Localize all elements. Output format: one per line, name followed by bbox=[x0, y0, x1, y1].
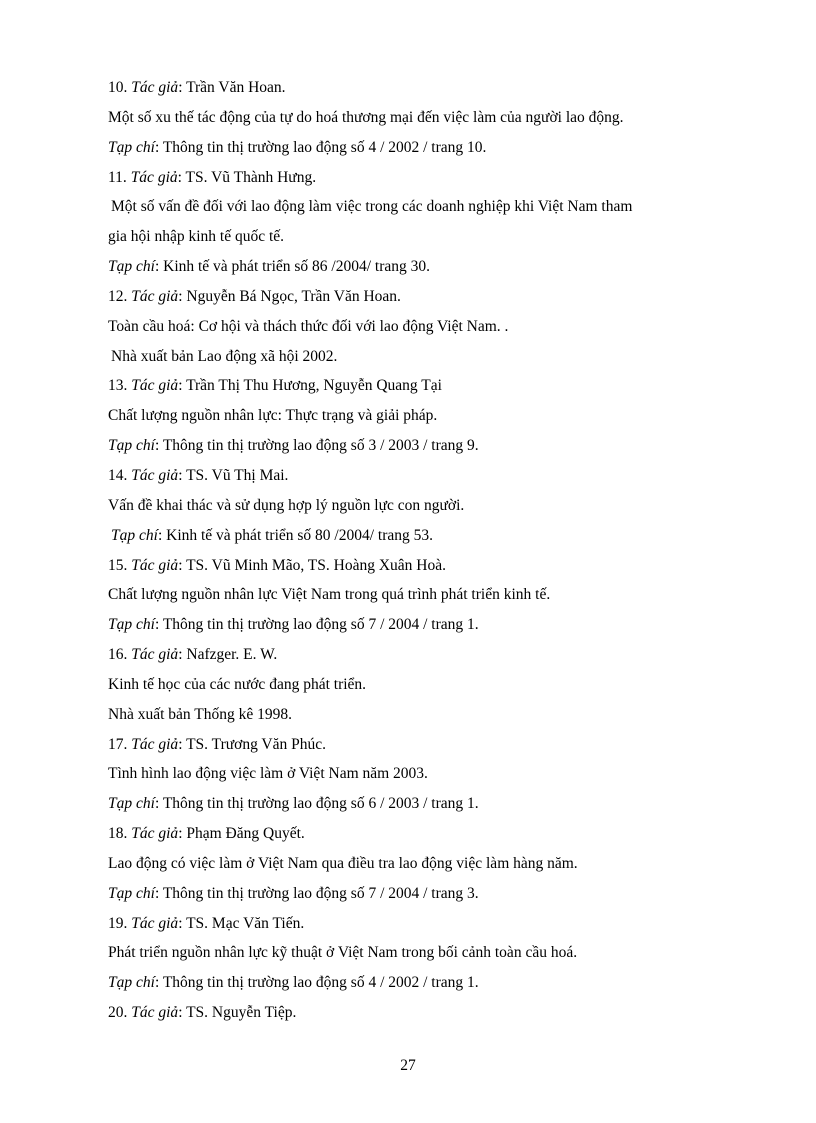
reference-title-text: Phát triển nguồn nhân lực kỹ thuật ở Việt Nam trong bối cảnh toàn cầu hoá. bbox=[108, 944, 578, 962]
reference-source-line bbox=[108, 789, 748, 819]
reference-source-line bbox=[108, 521, 748, 551]
reference-author-line bbox=[108, 640, 748, 670]
reference-author-line bbox=[108, 730, 748, 760]
reference-source-line bbox=[108, 133, 748, 163]
reference-author-text: : Phạm Đăng Quyết. bbox=[178, 825, 305, 843]
reference-source-text: : Thông tin thị trường lao động số 4 / 2002 / trang 10. bbox=[154, 138, 487, 156]
reference-title-text: Chất lượng nguồn nhân lực: Thực trạng và giải pháp. bbox=[108, 407, 438, 425]
reference-author-line bbox=[108, 909, 748, 939]
reference-author-text: : TS. Trương Văn Phúc. bbox=[178, 735, 326, 753]
journal-label: Tạp chí bbox=[108, 884, 155, 902]
author-label: Tác giả bbox=[131, 79, 179, 96]
reference-number: 11. bbox=[108, 168, 131, 186]
reference-title-line bbox=[108, 759, 748, 789]
reference-number: 15. bbox=[108, 556, 132, 574]
author-label: Tác giả bbox=[131, 825, 179, 843]
author-label: Tác giả bbox=[131, 556, 179, 574]
reference-source-line bbox=[108, 252, 748, 282]
reference-author-text: : TS. Vũ Thành Hưng. bbox=[177, 168, 317, 186]
author-label: Tác giả bbox=[131, 466, 179, 484]
reference-author-line bbox=[108, 551, 748, 581]
author-label: Tác giả bbox=[130, 168, 178, 186]
journal-label: Tạp chí bbox=[108, 138, 155, 156]
author-label: Tác giả bbox=[131, 914, 179, 932]
reference-author-text: : Trần Văn Hoan. bbox=[178, 79, 286, 96]
reference-number: 18. bbox=[108, 825, 132, 843]
reference-source-text: : Thông tin thị trường lao động số 7 / 2004 / trang 3. bbox=[154, 884, 479, 902]
reference-source-text: : Kinh tế và phát triển số 86 /2004/ trang 30. bbox=[154, 258, 431, 276]
reference-source-text: : Kinh tế và phát triển số 80 /2004/ trang 53. bbox=[157, 526, 434, 544]
reference-number: 19. bbox=[108, 914, 132, 932]
reference-title-line bbox=[108, 192, 748, 222]
reference-title-text: Tình hình lao động việc làm ở Việt Nam năm 2003. bbox=[108, 765, 428, 783]
journal-label: Tạp chí bbox=[108, 437, 155, 455]
author-label: Tác giả bbox=[131, 287, 179, 305]
reference-title-text: Nhà xuất bản Lao động xã hội 2002. bbox=[111, 347, 338, 365]
reference-title-text: Một số xu thế tác động của tự do hoá thương mại đến việc làm của người lao động. bbox=[108, 108, 624, 126]
reference-title-line bbox=[108, 103, 748, 133]
reference-title-text: Vấn đề khai thác và sử dụng hợp lý nguồn lực con người. bbox=[108, 496, 465, 514]
reference-number: 17. bbox=[108, 735, 132, 753]
reference-author-text: : TS. Mạc Văn Tiến. bbox=[178, 914, 305, 932]
reference-title-text: Chất lượng nguồn nhân lực Việt Nam trong quá trình phát triển kinh tế. bbox=[108, 586, 551, 604]
reference-title-text: Kinh tế học của các nước đang phát triển. bbox=[108, 675, 367, 693]
reference-author-line bbox=[108, 461, 748, 491]
reference-title-text: gia hội nhập kinh tế quốc tế. bbox=[108, 228, 285, 246]
reference-title-line bbox=[108, 580, 748, 610]
reference-title-text: Toàn cầu hoá: Cơ hội và thách thức đối với lao động Việt Nam. . bbox=[108, 317, 509, 335]
reference-title-line bbox=[108, 670, 748, 700]
reference-number: 14. bbox=[108, 466, 132, 484]
reference-source-line bbox=[108, 968, 748, 998]
reference-title-line bbox=[108, 491, 748, 521]
author-label: Tác giả bbox=[131, 646, 179, 664]
reference-author-text: : TS. Vũ Thị Mai. bbox=[178, 466, 289, 484]
reference-source-text: : Thông tin thị trường lao động số 7 / 2004 / trang 1. bbox=[154, 616, 479, 634]
journal-label: Tạp chí bbox=[111, 526, 158, 544]
reference-title-line bbox=[108, 222, 748, 252]
author-label: Tác giả bbox=[131, 1004, 179, 1022]
journal-label: Tạp chí bbox=[108, 616, 155, 634]
reference-title-line bbox=[108, 938, 748, 968]
reference-title-line bbox=[108, 401, 748, 431]
journal-label: Tạp chí bbox=[108, 974, 155, 992]
reference-author-line bbox=[108, 371, 748, 401]
reference-source-text: : Thông tin thị trường lao động số 3 / 2003 / trang 9. bbox=[154, 437, 479, 455]
reference-source-line bbox=[108, 610, 748, 640]
reference-title-text: Một số vấn đề đối với lao động làm việc trong các doanh nghiệp khi Việt Nam tham bbox=[111, 198, 633, 216]
reference-number: 16. bbox=[108, 646, 132, 664]
reference-author-text: : Trần Thị Thu Hương, Nguyễn Quang Tại bbox=[178, 377, 442, 395]
journal-label: Tạp chí bbox=[108, 795, 155, 813]
reference-author-line bbox=[108, 819, 748, 849]
reference-title-line bbox=[108, 849, 748, 879]
reference-author-text: : Nafzger. E. W. bbox=[178, 646, 278, 664]
reference-title-text: Lao động có việc làm ở Việt Nam qua điều tra lao động việc làm hàng năm. bbox=[108, 854, 578, 872]
reference-title-text: Nhà xuất bản Thống kê 1998. bbox=[108, 705, 292, 723]
reference-number: 12. bbox=[108, 287, 132, 305]
reference-title-line bbox=[108, 312, 748, 342]
author-label: Tác giả bbox=[131, 735, 179, 753]
reference-number: 20. bbox=[108, 1004, 132, 1022]
reference-author-text: : Nguyễn Bá Ngọc, Trần Văn Hoan. bbox=[178, 287, 401, 305]
page-number: 27 bbox=[400, 1057, 416, 1074]
author-label: Tác giả bbox=[131, 377, 179, 395]
reference-source-line bbox=[108, 879, 748, 909]
reference-author-line bbox=[108, 73, 748, 103]
reference-source-text: : Thông tin thị trường lao động số 6 / 2003 / trang 1. bbox=[154, 795, 479, 813]
reference-author-line bbox=[108, 282, 748, 312]
reference-title-line bbox=[108, 700, 748, 730]
reference-author-text: : TS. Vũ Minh Mão, TS. Hoàng Xuân Hoà. bbox=[178, 556, 446, 574]
reference-list bbox=[108, 73, 748, 1028]
reference-number: 10. bbox=[108, 79, 132, 96]
reference-author-text: : TS. Nguyễn Tiệp. bbox=[178, 1004, 297, 1022]
reference-author-line bbox=[108, 163, 748, 193]
journal-label: Tạp chí bbox=[108, 258, 155, 276]
reference-number: 13. bbox=[108, 377, 132, 395]
reference-source-text: : Thông tin thị trường lao động số 4 / 2002 / trang 1. bbox=[154, 974, 479, 992]
reference-title-line bbox=[108, 342, 748, 372]
reference-source-line bbox=[108, 431, 748, 461]
reference-author-line bbox=[108, 998, 748, 1028]
